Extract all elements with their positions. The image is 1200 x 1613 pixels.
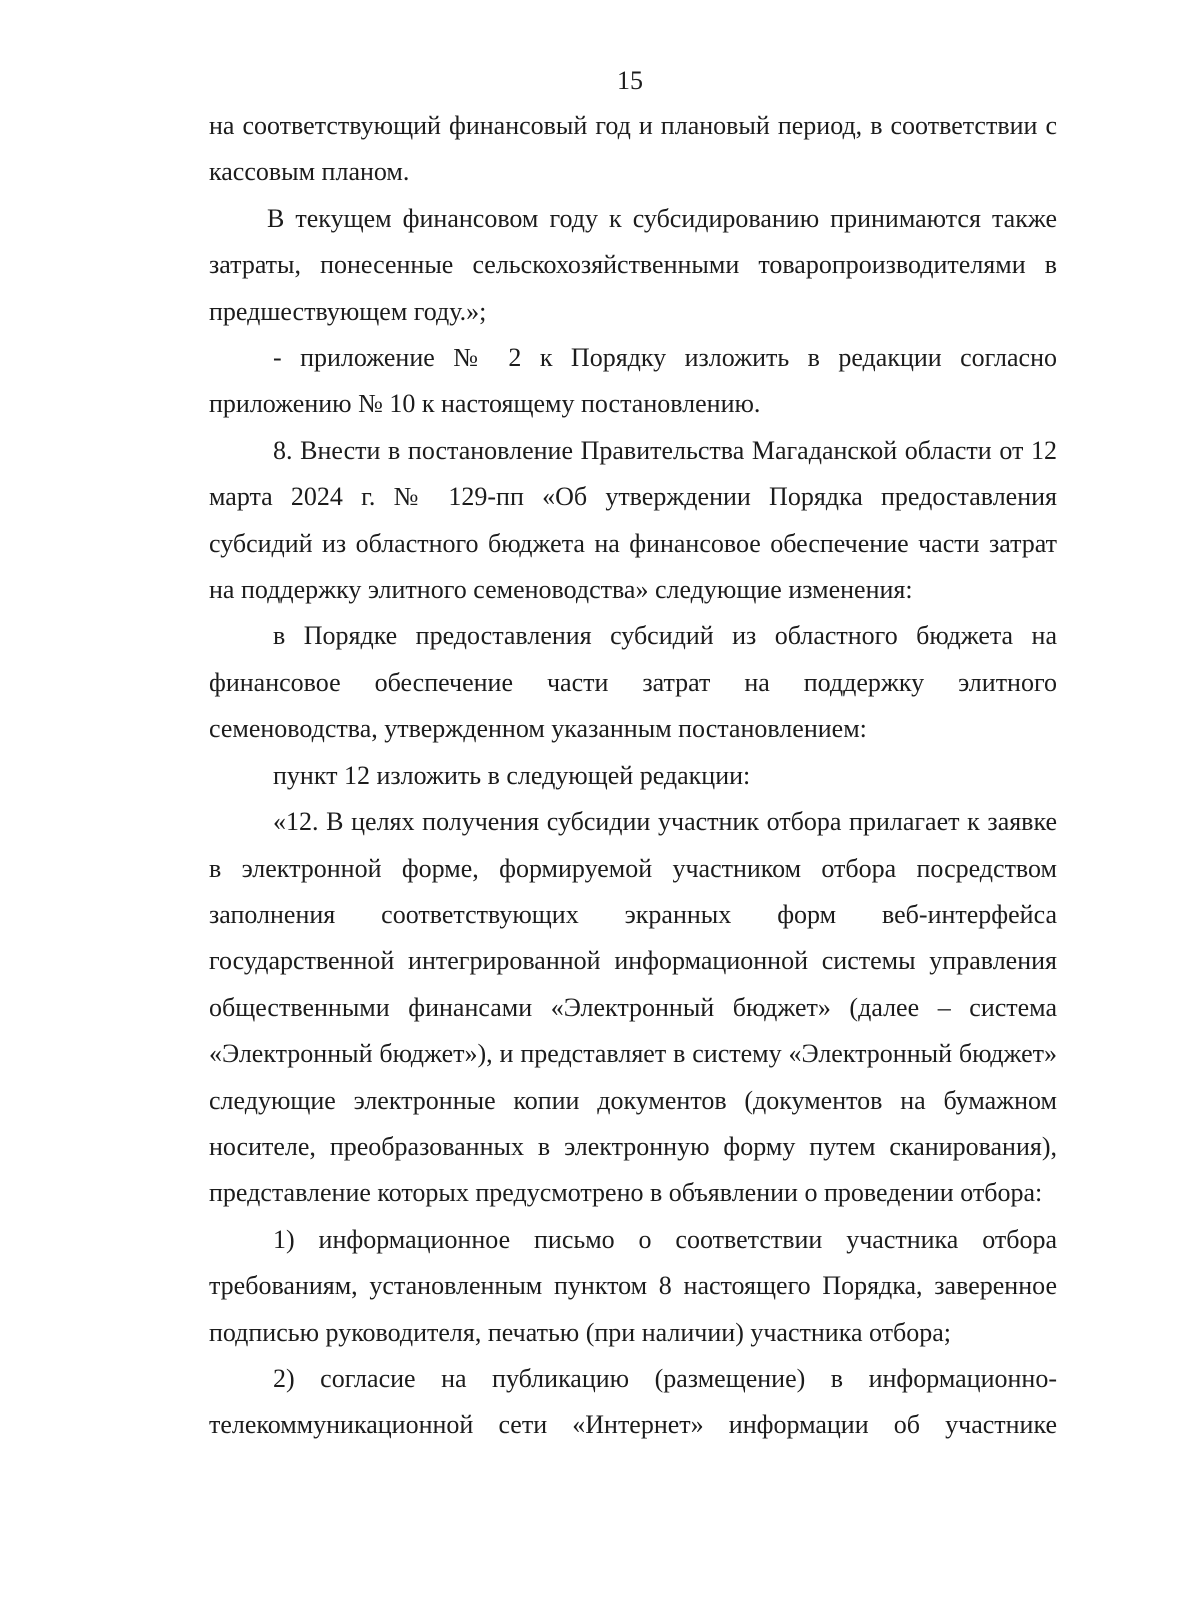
paragraph: 8. Внести в постановление Правительства Магаданской области от 12 марта 2024 г. № 129-пп «Об утверждении Порядка предоставления субсидий из областного бюджета на финансовое обеспечение части затрат на поддержку элитного семеноводства» следующие изменения: [209,435,1057,605]
paragraph: В текущем финансовом году к субсидированию принимаются также затраты, понесенные сельскохозяйственными товаропроизводителями в предшествующем году.»; [209,203,1057,326]
paragraph: на соответствующий финансовый год и плановый период, в соответствии с кассовым планом. [209,111,1057,187]
paragraph: - приложение № 2 к Порядку изложить в редакции согласно приложению № 10 к настоящему постановлению. [209,343,1057,419]
page-number: 15 [617,66,643,95]
paragraph: «12. В целях получения субсидии участник отбора прилагает к заявке в электронной форме, формируемой участником отбора посредством заполнения соответствующих экранных форм веб-интерфейса государственной интегрированной информационной системы управления общественными финансами «Электронный бюджет» (далее – система «Электронный бюджет»), и представляет в систему «Электронный бюджет» следующие электронные копии документов (документов на бумажном носителе, преобразованных в электронную форму путем сканирования), представление которых предусмотрено в объявлении о проведении отбора: [209,807,1057,1208]
document-body [209,103,1057,1449]
paragraph: 1) информационное письмо о соответствии участника отбора требованиям, установленным пунктом 8 настоящего Порядка, заверенное подписью руководителя, печатью (при наличии) участника отбора; [209,1224,1057,1347]
paragraph: в Порядке предоставления субсидий из областного бюджета на финансовое обеспечение части затрат на поддержку элитного семеноводства, утвержденном указанным постановлением: [209,621,1057,744]
paragraph: 2) согласие на публикацию (размещение) в информационно-телекоммуникационной сети «Интернет» информации об участнике [209,1363,1057,1440]
paragraph: пункт 12 изложить в следующей редакции: [273,760,751,790]
